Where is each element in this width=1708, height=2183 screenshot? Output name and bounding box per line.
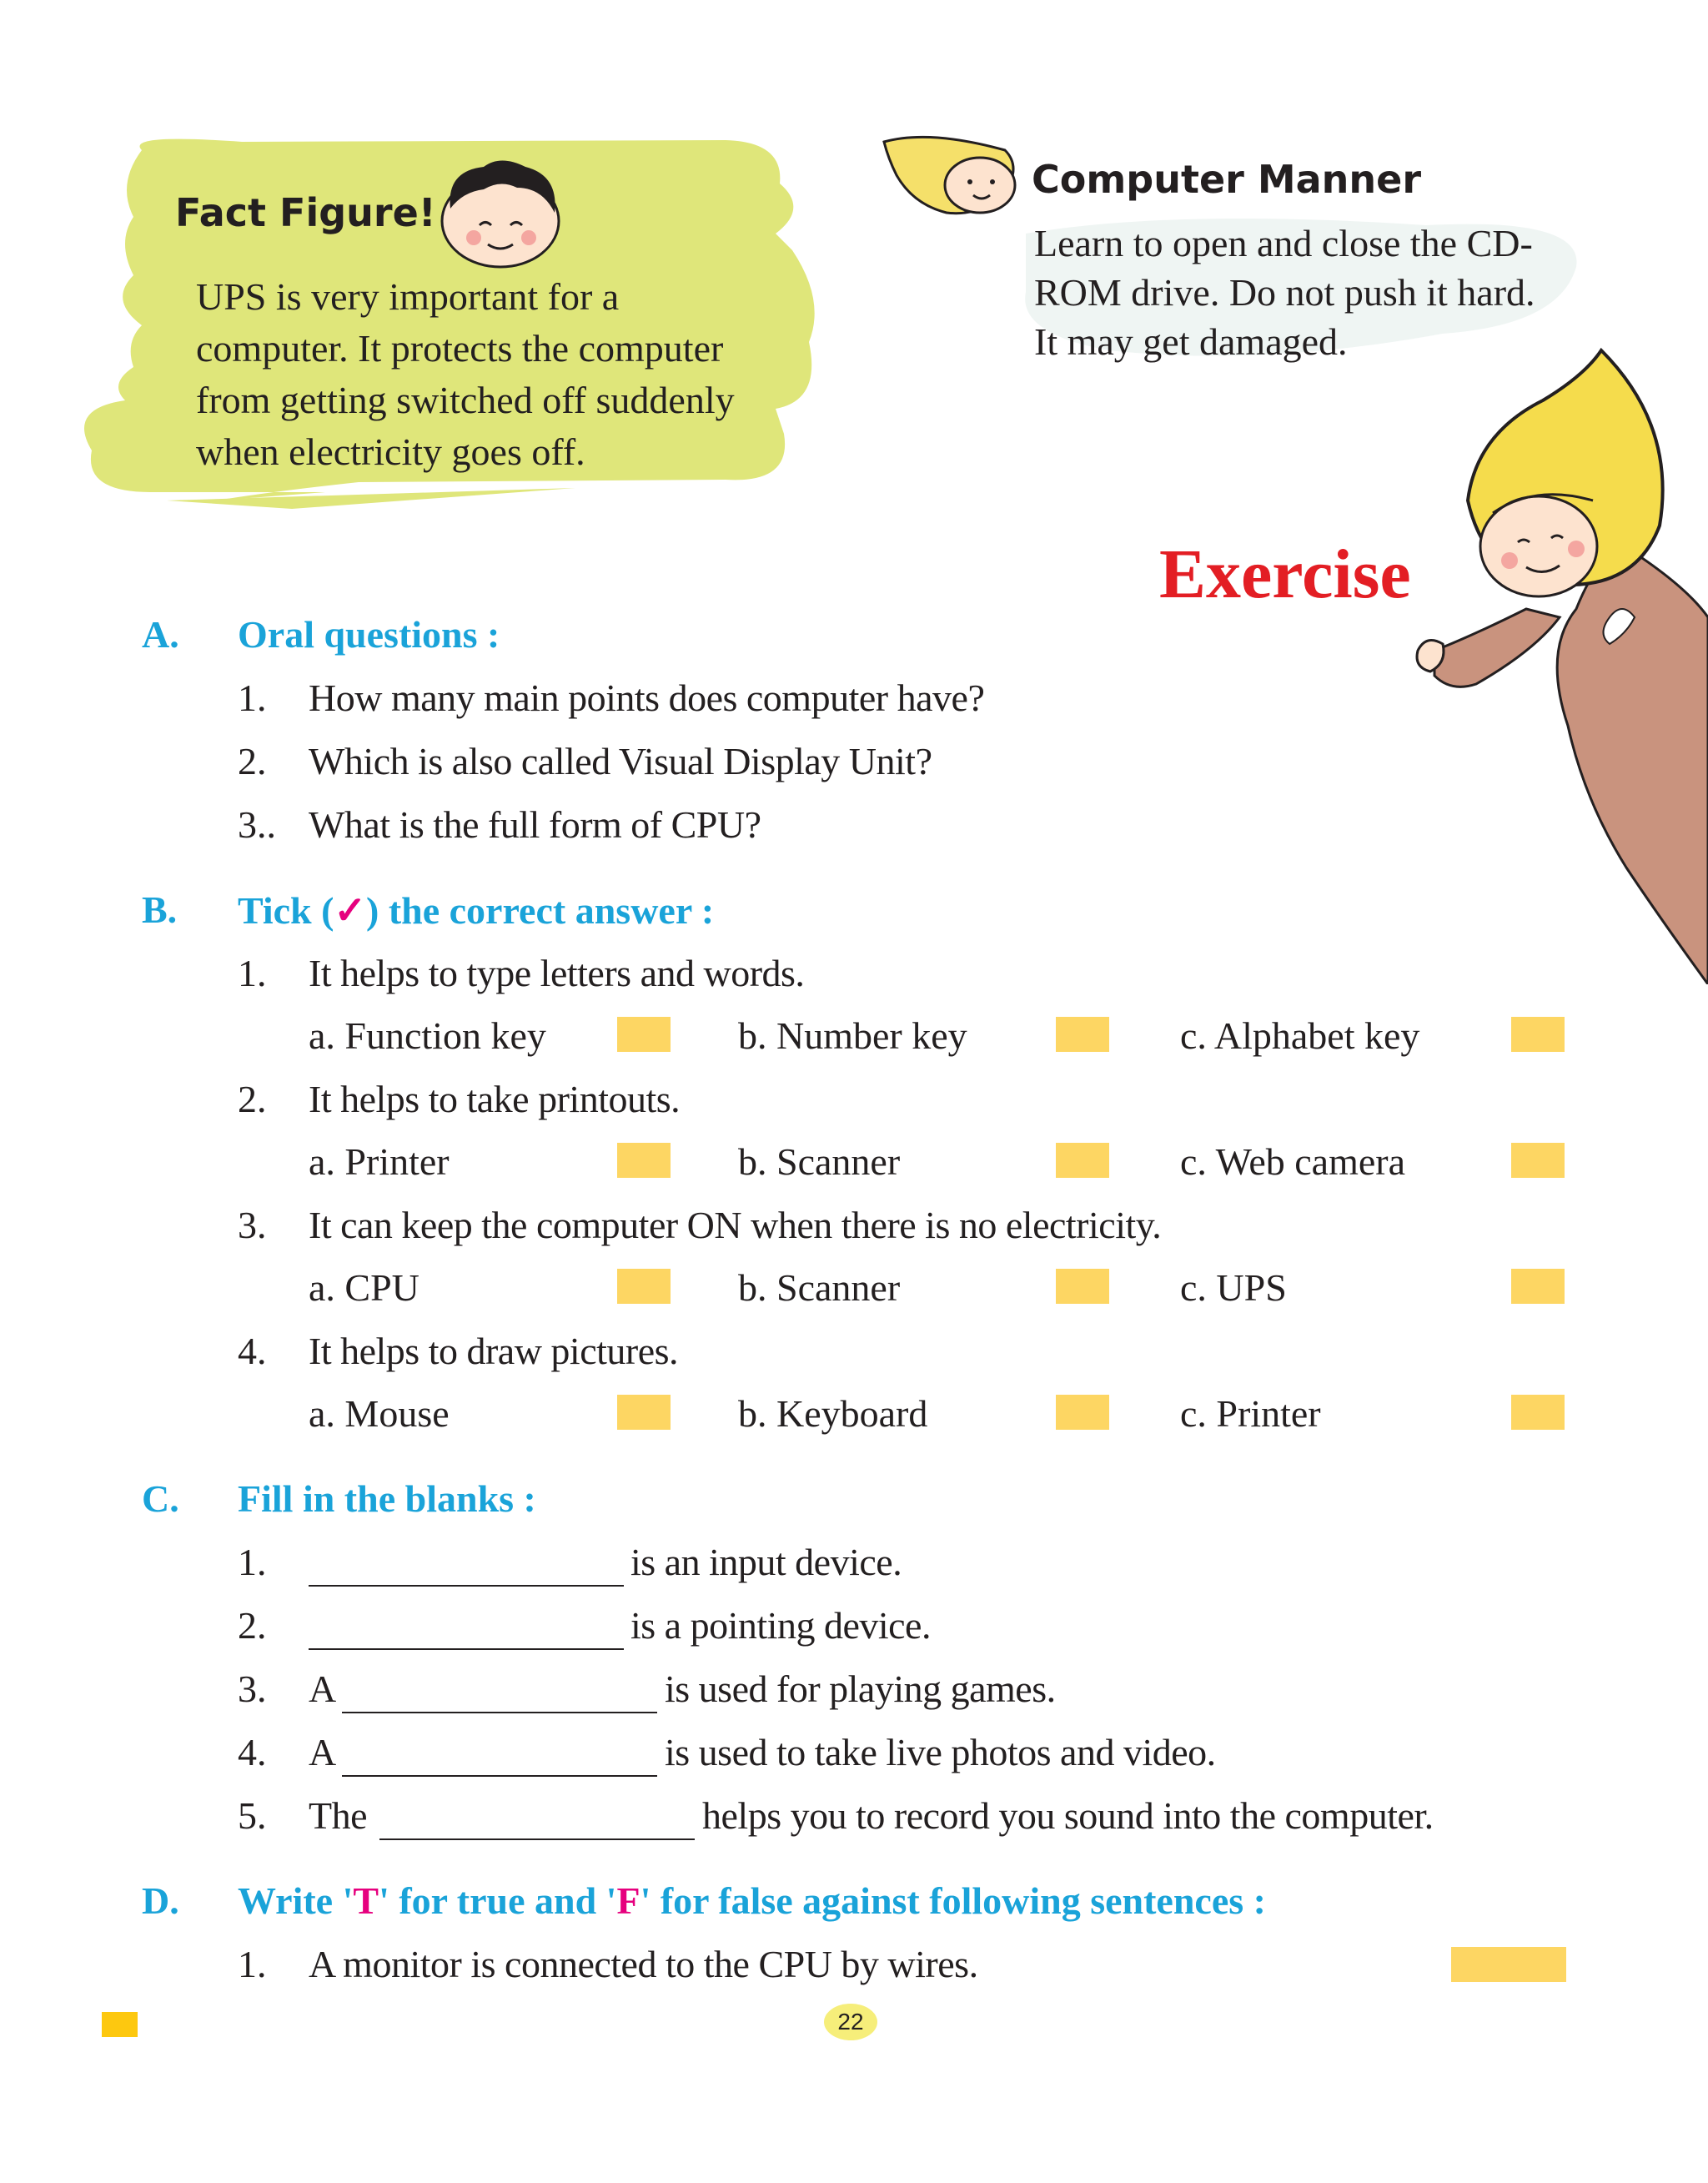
true-false-answer-box[interactable] [1451, 1947, 1566, 1982]
question-number: 5. [238, 1794, 267, 1837]
answer-checkbox[interactable] [1056, 1395, 1109, 1430]
blank-line[interactable] [379, 1838, 695, 1840]
fact-line: computer. It protects the computer [196, 327, 724, 370]
option-label: b. Keyboard [738, 1392, 928, 1435]
fill-blank-text: helps you to record you sound into the computer. [702, 1794, 1434, 1837]
fill-blank-text: is used to take live photos and video. [665, 1731, 1216, 1773]
option-label: c. UPS [1180, 1266, 1287, 1309]
boy-face-icon [434, 154, 567, 271]
answer-checkbox[interactable] [617, 1269, 671, 1304]
answer-checkbox[interactable] [617, 1017, 671, 1052]
mcq-question: It helps to take printouts. [309, 1078, 681, 1120]
option-label: a. Function key [309, 1014, 546, 1057]
manner-line: ROM drive. Do not push it hard. [1034, 271, 1535, 314]
manner-line: Learn to open and close the CD- [1034, 222, 1533, 264]
fill-blank-prefix: A [309, 1731, 336, 1773]
option-label: a. Printer [309, 1140, 450, 1183]
option-label: b. Scanner [738, 1140, 901, 1183]
question-number: 1. [238, 1943, 267, 1985]
title-part: ' for true and ' [379, 1879, 617, 1922]
section-b-letter: B. [142, 888, 178, 931]
fill-blank-prefix: The [309, 1794, 368, 1837]
true-false-statement: A monitor is connected to the CPU by wires. [309, 1943, 978, 1985]
section-a-title: Oral questions : [238, 613, 500, 656]
question-number: 4. [238, 1330, 267, 1372]
true-letter: T [353, 1879, 379, 1922]
fill-blank-prefix: A [309, 1667, 336, 1710]
answer-checkbox[interactable] [1511, 1017, 1565, 1052]
answer-checkbox[interactable] [1056, 1143, 1109, 1178]
section-d-letter: D. [142, 1879, 179, 1922]
blank-line[interactable] [309, 1585, 624, 1587]
fact-line: when electricity goes off. [196, 430, 585, 473]
manner-line: It may get damaged. [1034, 320, 1348, 363]
question-number: 2. [238, 740, 267, 782]
blank-line[interactable] [309, 1648, 624, 1650]
fact-line: from getting switched off suddenly [196, 379, 735, 421]
mcq-question: It helps to draw pictures. [309, 1330, 679, 1372]
answer-checkbox[interactable] [1511, 1395, 1565, 1430]
girl-face-icon [880, 133, 1022, 225]
question-number: 3. [238, 1667, 267, 1710]
oral-question: What is the full form of CPU? [309, 803, 761, 846]
question-number: 2. [238, 1078, 267, 1120]
oral-question: Which is also called Visual Display Unit? [309, 740, 932, 782]
section-c-letter: C. [142, 1477, 179, 1520]
fill-blank-text: is an input device. [630, 1541, 902, 1583]
title-part: ) the correct answer : [366, 889, 715, 932]
question-number: 3.. [238, 803, 276, 846]
fact-figure-text [196, 271, 813, 478]
option-label: a. CPU [309, 1266, 419, 1309]
oral-question: How many main points does computer have? [309, 677, 985, 719]
corner-mark [102, 2012, 138, 2037]
option-label: a. Mouse [309, 1392, 450, 1435]
question-number: 2. [238, 1604, 267, 1647]
option-label: b. Scanner [738, 1266, 901, 1309]
title-part: Tick ( [238, 889, 334, 932]
section-b-title [238, 888, 714, 933]
mcq-question: It can keep the computer ON when there is no electricity. [309, 1204, 1162, 1246]
fact-figure-title: Fact Figure! [175, 190, 436, 235]
fill-blank-text: is a pointing device. [630, 1604, 931, 1647]
option-label: b. Number key [738, 1014, 967, 1057]
answer-checkbox[interactable] [1511, 1269, 1565, 1304]
question-number: 1. [238, 952, 267, 994]
question-number: 1. [238, 1541, 267, 1583]
mcq-question: It helps to type letters and words. [309, 952, 805, 994]
fill-blank-text: is used for playing games. [665, 1667, 1056, 1710]
exercise-heading: Exercise [1159, 536, 1411, 613]
answer-checkbox[interactable] [1511, 1143, 1565, 1178]
question-number: 1. [238, 677, 267, 719]
girl-illustration [1409, 334, 1708, 984]
option-label: c. Web camera [1180, 1140, 1406, 1183]
question-number: 4. [238, 1731, 267, 1773]
section-d-title [238, 1879, 1266, 1923]
fact-line: UPS is very important for a [196, 275, 620, 318]
computer-manner-title: Computer Manner [1032, 157, 1422, 202]
option-label: c. Alphabet key [1180, 1014, 1420, 1057]
blank-line[interactable] [342, 1775, 657, 1777]
question-number: 3. [238, 1204, 267, 1246]
option-label: c. Printer [1180, 1392, 1321, 1435]
title-part: Write ' [238, 1879, 354, 1922]
answer-checkbox[interactable] [617, 1143, 671, 1178]
blank-line[interactable] [342, 1712, 657, 1713]
answer-checkbox[interactable] [1056, 1017, 1109, 1052]
answer-checkbox[interactable] [1056, 1269, 1109, 1304]
section-a-letter: A. [142, 613, 179, 656]
tick-icon: ✓ [334, 889, 366, 932]
title-part: ' for false against following sentences : [640, 1879, 1266, 1922]
answer-checkbox[interactable] [617, 1395, 671, 1430]
section-c-title: Fill in the blanks : [238, 1477, 536, 1520]
page-number: 22 [837, 2009, 864, 2035]
false-letter: F [616, 1879, 640, 1922]
